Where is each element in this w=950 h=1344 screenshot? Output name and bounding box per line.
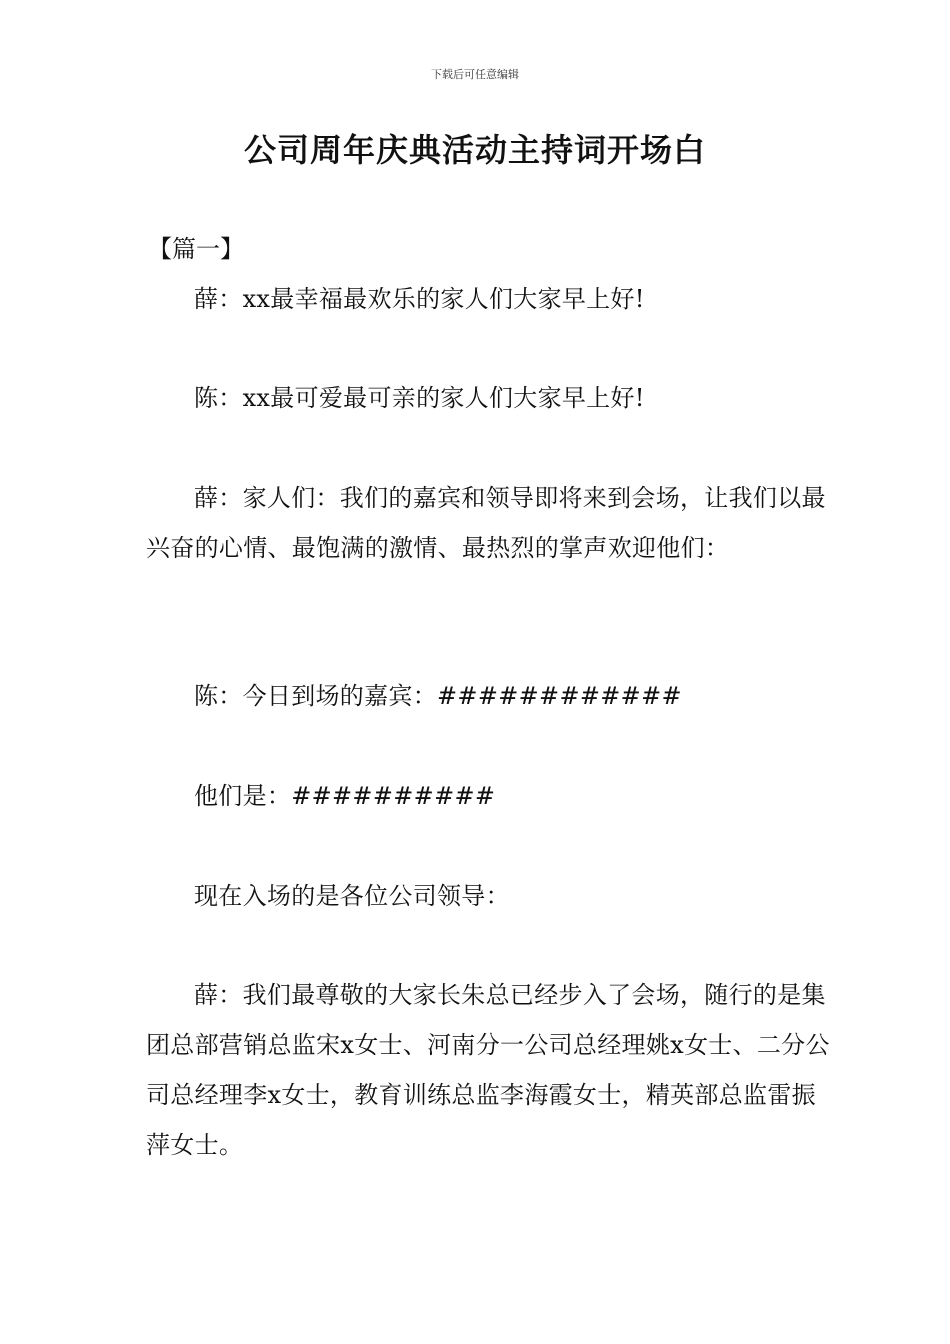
- header-note: 下载后可任意编辑: [431, 68, 519, 81]
- paragraph-3: 薛：家人们：我们的嘉宾和领导即将来到会场，让我们以最兴奋的心情、最饱满的激情、最热烈的掌声欢迎他们：: [146, 484, 826, 562]
- paragraph-2: 陈：xx最可爱最可亲的家人们大家早上好!: [194, 384, 645, 412]
- paragraph-4: 陈：今日到场的嘉宾：############: [194, 682, 682, 710]
- paragraph-7: 薛：我们最尊敬的大家长朱总已经步入了会场，随行的是集团总部营销总监宋x女士、河南分一公司总经理姚x女士、二分公司总经理李x女士，教育训练总监李海霞女士，精英部总监雷振萍女士。: [146, 981, 830, 1159]
- paragraph-1: 薛：xx最幸福最欢乐的家人们大家早上好!: [194, 285, 645, 313]
- paragraph-5: 他们是：##########: [194, 782, 496, 810]
- section-label: 【篇一】: [148, 235, 244, 263]
- paragraph-6: 现在入场的是各位公司领导：: [194, 882, 510, 910]
- document-title: 公司周年庆典活动主持词开场白: [243, 131, 706, 169]
